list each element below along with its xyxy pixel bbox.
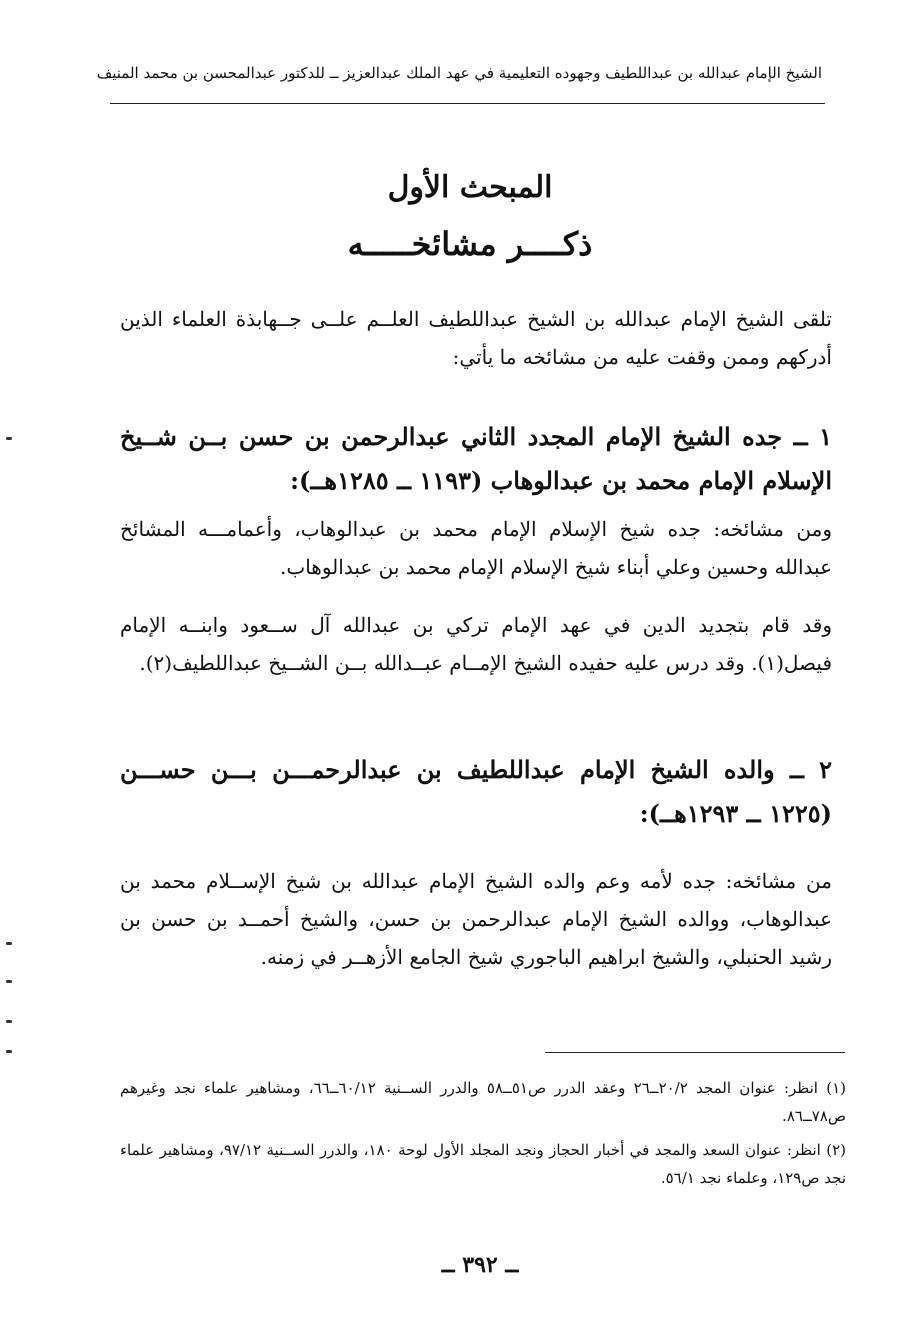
page-number: ــ ٣٩٢ ــ xyxy=(441,1252,519,1278)
margin-mark xyxy=(6,980,12,983)
running-header: الشيخ الإمام عبدالله بن عبداللطيف وجهوده التعليمية في عهد الملك عبدالعزيز ــ للدكتور عبدالمحسن بن محمد المنيف xyxy=(96,64,822,82)
entry-1-details: وقد قام بتجديد الدين في عهد الإمام تركي بن عبدالله آل ســعود وابنــه الإمام فيصل(١). وقد درس عليه حفيده الشيخ الإمــام عبــدالله بــن الشــيخ عبداللطيف(٢). xyxy=(120,613,832,675)
header-rule xyxy=(110,103,825,104)
entry-2-teachers: من مشائخه: جده لأمه وعم والده الشيخ الإمام عبدالله بن شيخ الإســلام محمد بن عبدالوهاب، ووالده الشيخ الإمام عبدالرحمن بن حسن، والشيخ أحمــد بن حسن بن رشيد الحنبلي، والشيخ ابراهيم الباجوري شيخ الجامع الأزهــر في زمنه. xyxy=(120,869,832,969)
footnote-1: (١) انظر: عنوان المجد ٢٠/٢ــ٢٦ وعقد الدرر ص٥١ــ٥٨ والدرر الســنية ٦٠/١٢ــ٦٦، ومشاهير علماء نجد وغيرهم ص٧٨ــ٨٦. xyxy=(120,1079,846,1125)
intro-paragraph: تلقى الشيخ الإمام عبدالله بن الشيخ عبداللطيف العلــم علــى جــهابذة العلماء الذين أدركهم وممن وقفت عليه من مشائخه ما يأتي: xyxy=(120,307,832,369)
footnote-rule xyxy=(545,1052,845,1053)
entry-1-heading: ١ ــ جده الشيخ الإمام المجدد الثاني عبدالرحمن بن حسن بــن شــيخ الإسلام الإمام محمد بن عبدالوهاب (١١٩٣ ــ ١٢٨٥هــ): xyxy=(120,422,832,495)
entry-2-heading: ٢ ــ والده الشيخ الإمام عبداللطيف بن عبدالرحمـــن بـــن حســـن (١٢٢٥ ــ ١٢٩٣هــ): xyxy=(120,755,832,828)
margin-mark xyxy=(6,437,12,440)
margin-mark xyxy=(6,1050,12,1053)
section-title: المبحث الأول xyxy=(387,170,553,205)
footnote-2: (٢) انظر: عنوان السعد والمجد في أخبار الحجاز ونجد المجلد الأول لوحة ١٨٠، والدرر الســنية ٩٧/١٢، ومشاهير علماء نجد ص١٢٩، وعلماء نجد ٥٦/١. xyxy=(120,1141,846,1187)
section-subtitle: ذكــــر مشائخـــــه xyxy=(347,225,593,263)
entry-1-teachers: ومن مشائخه: جده شيخ الإسلام الإمام محمد بن عبدالوهاب، وأعمامـــه المشائخ عبدالله وحسين وعلي أبناء شيخ الإسلام الإمام محمد بن عبدالوهاب. xyxy=(120,517,832,579)
margin-mark xyxy=(6,1020,12,1023)
margin-mark xyxy=(6,942,12,945)
